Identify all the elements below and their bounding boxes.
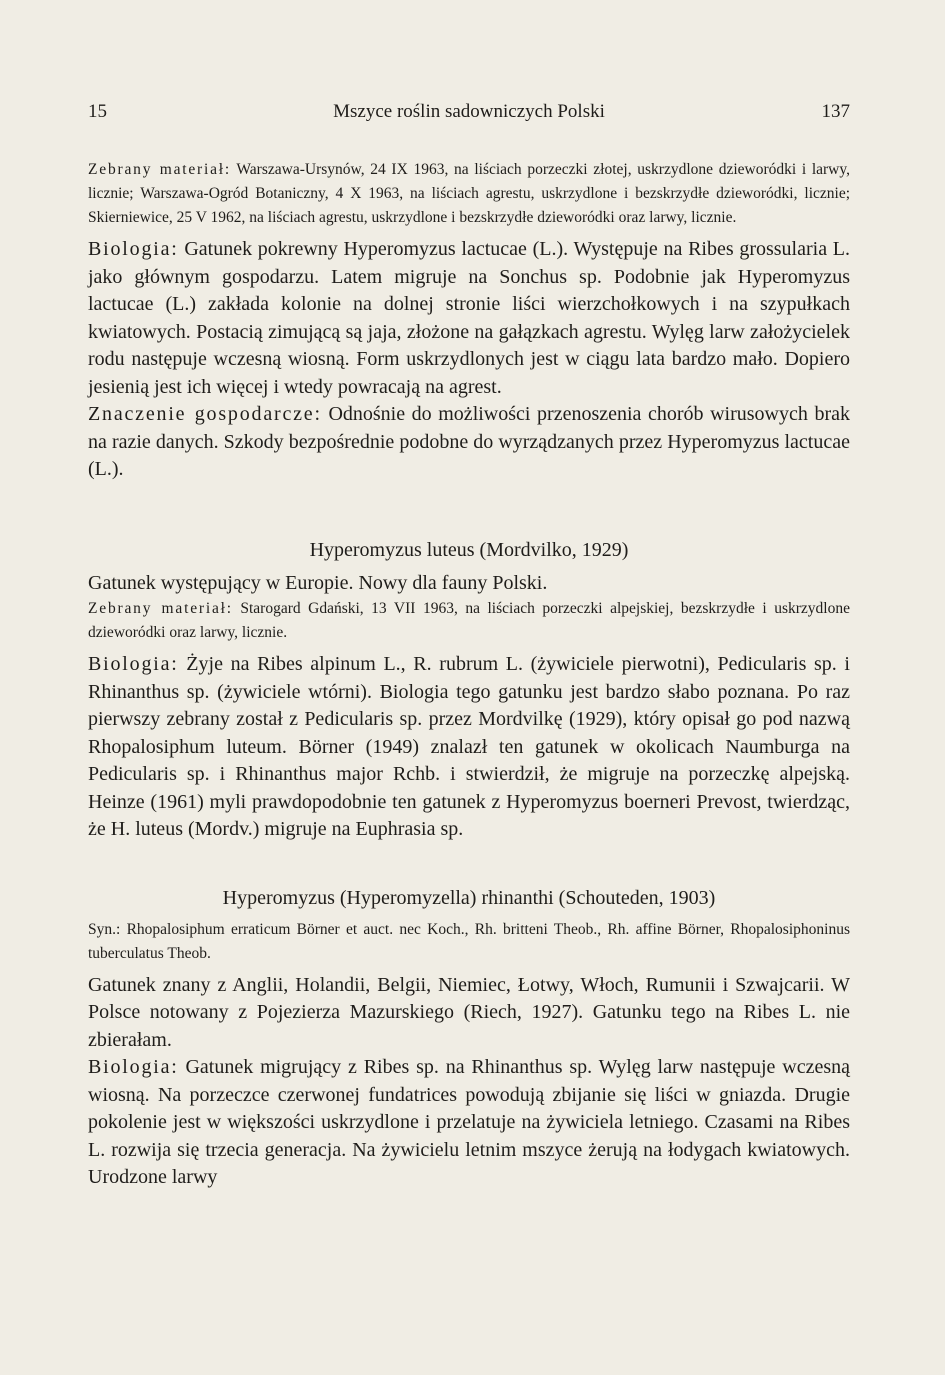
species-heading-luteus: Hyperomyzus luteus (Mordvilko, 1929) (309, 538, 629, 561)
biology-text-luteus: Żyje na Ribes alpinum L., R. rubrum L. (żywiciele pierwotni), Pedicularis sp. i Rhinanthus sp. (żywiciele wtórni). Biologia tego gatunku jest bardzo słabo poznana. Po raz pierwszy zebrany został z Pedicularis sp. przez Mordvilkę (1929), który opisał go pod nazwą Rhopalosiphum luteum. Börner (1949) znalazł ten gatunek w okolicach Naumburga na Pedicularis sp. i Rhinanthus major Rchb. i stwierdził, że migruje na porzeczkę alpejską. Heinze (1961) myli prawdopodobnie ten gatunek z Hyperomyzus boerneri Prevost, twierdząc, że H. luteus (Mordv.) migruje na Euphrasia sp. (88, 653, 850, 840)
collected-material-paragraph (88, 158, 850, 230)
economic-importance-paragraph (88, 401, 850, 484)
running-page-number: 15 (88, 101, 107, 122)
collected-material-label: Zebrany materiał: (88, 161, 232, 178)
page-body (88, 158, 850, 1192)
biology-text: Gatunek pokrewny Hyperomyzus lactucae (L.). Występuje na Ribes grossularia L. jako głównym gospodarzu. Latem migruje na Sonchus sp. Podobnie jak Hyperomyzus lactucae (L.) zakłada kolonie na dolnej stronie liści wierzchołkowych i na szypułkach kwiatowych. Postacią zimującą są jaja, złożone na gałązkach agrestu. Wylęg larw założycielek rodu następuje wczesną wiosną. Form uskrzydlonych jest w ciągu lata bardzo mało. Dopiero jesienią jest ich więcej i wtedy powracają na agrest. (88, 238, 850, 398)
running-title: Mszyce roślin sadowniczych Polski (333, 101, 605, 122)
collected-material-label-luteus: Zebrany materiał: (88, 600, 233, 617)
biology-label: Biologia: (88, 238, 179, 260)
biology-label-rhinanthi: Biologia: (88, 1056, 179, 1078)
collected-material-paragraph-luteus (88, 597, 850, 645)
economic-importance-text: Odnośnie do możliwości przenoszenia chorób wirusowych brak na razie danych. Szkody bezpośrednie podobne do wyrządzanych przez Hyperomyzus lactucae (L.). (88, 403, 850, 480)
biology-label-luteus: Biologia: (88, 653, 179, 675)
collected-material-text-luteus: Starogard Gdański, 13 VII 1963, na liściach porzeczki alpejskiej, bezskrzydłe i uskrzydlone dzieworódki oraz larwy, licznie. (88, 600, 850, 641)
species-heading-rhinanthi: Hyperomyzus (Hyperomyzella) rhinanthi (Schouteden, 1903) (222, 886, 716, 909)
biology-paragraph-rhinanthi (88, 1054, 850, 1192)
species-intro-luteus: Gatunek występujący w Europie. Nowy dla fauny Polski. (88, 571, 548, 594)
synonyms-paragraph: Syn.: Rhopalosiphum erraticum Börner et auct. nec Koch., Rh. britteni Theob., Rh. affine Börner, Rhopalosiphoninus tuberculatus Theob. (88, 920, 850, 962)
species-intro-rhinanthi: Gatunek znany z Anglii, Holandii, Belgii, Niemiec, Łotwy, Włoch, Rumunii i Szwajcarii. W Polsce notowany z Pojezierza Mazurskiego (Riech, 1927). Gatunku tego na Ribes L. nie zbierałam. (88, 973, 850, 1051)
page-number: 137 (821, 101, 850, 122)
collected-material-text: Warszawa-Ursynów, 24 IX 1963, na liściach porzeczki złotej, uskrzydlone dzieworódki i larwy, licznie; Warszawa-Ogród Botaniczny, 4 X 1963, na liściach agrestu, uskrzydlone i bezskrzydłe dzieworódki, licznie; Skierniewice, 25 V 1962, na liściach agrestu, uskrzydlone i bezskrzydłe dzieworódki oraz larwy, licznie. (88, 161, 850, 226)
economic-importance-label: Znaczenie gospodarcze: (88, 403, 322, 425)
biology-text-rhinanthi: Gatunek migrujący z Ribes sp. na Rhinanthus sp. Wylęg larw następuje wczesną wiosną. Na porzeczce czerwonej fundatrices powodują zbijanie się liści w gniazda. Drugie pokolenie jest w większości uskrzydlone i przelatuje na żywiciela letniego. Czasami na Ribes L. rozwija się trzecia generacja. Na żywicielu letnim mszyce żerują na łodygach kwiatowych. Urodzone larwy (88, 1056, 850, 1188)
biology-paragraph-luteus (88, 651, 850, 844)
biology-paragraph (88, 236, 850, 401)
